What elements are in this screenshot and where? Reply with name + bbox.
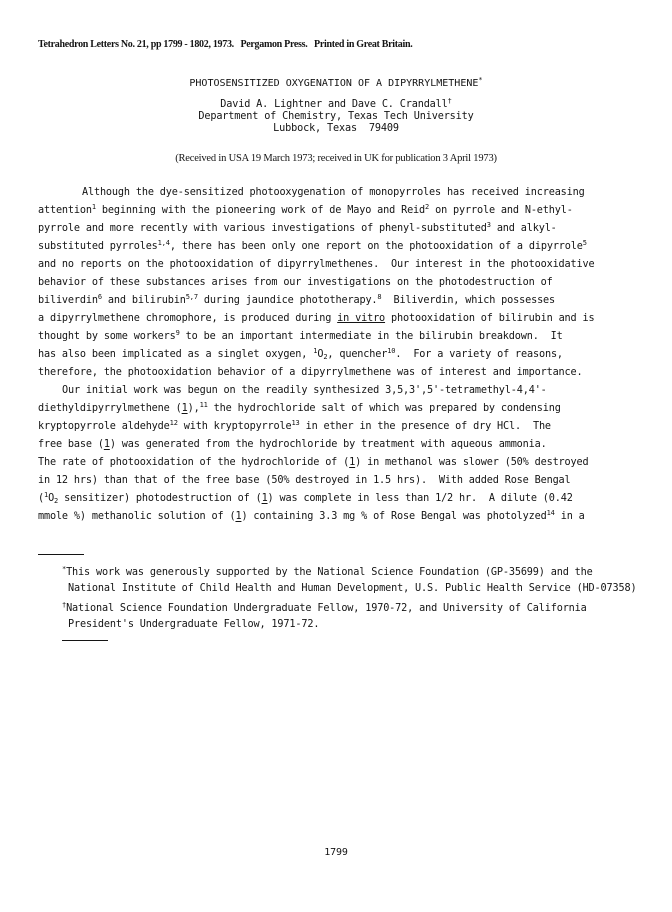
citation: 2	[425, 203, 430, 212]
citation: 14	[546, 509, 555, 518]
body-line-6: behavior of these substances arises from our investigations on the photodestruction of	[38, 277, 553, 288]
running-head: Tetrahedron Letters No. 21, pp 1799 - 1802, 1973. Pergamon Press. Printed in Great Britain.	[38, 39, 413, 50]
citation: 12	[169, 419, 178, 428]
body-line-14: kryptopyrrole aldehyde$^{12}$ with kryptopyrrole$^{13}$ in ether in the presence of dry HCl. The	[38, 419, 551, 432]
body-line-2: attention$^1$ beginning with the pioneering work of de Mayo and Reid$^2$ on pyrrole and N-ethyl-	[38, 203, 573, 216]
body-line-4: substituted pyrroles$^{1,4}$, there has been only one report on the photooxidation of a dipyrrole$^5$	[38, 239, 587, 252]
citation: 6	[97, 293, 102, 302]
body-line-5: and no reports on the photooxidation of dipyrrylmethenes. Our interest in the photooxidative	[38, 259, 595, 270]
footnote-mark: †	[62, 601, 67, 610]
compound-number: 1	[349, 457, 356, 468]
received-date: (Received in USA 19 March 1973; received in UK for publication 3 April 1973)	[175, 153, 497, 164]
compound-number: 1	[261, 493, 268, 504]
body-line-9: thought by some workers$^9$ to be an important intermediate in the bilirubin breakdown. It	[38, 329, 563, 342]
in-vitro-underlined: in vitro	[337, 313, 386, 324]
body-line-15: free base (1) was generated from the hydrochloride by treatment with aqueous ammonia.	[38, 439, 547, 450]
footnote-1-line-1: *This work was generously supported by the National Science Foundation (GP-35699) and the	[62, 565, 593, 578]
citation: 11	[199, 401, 208, 410]
body-line-3: pyrrole and more recently with various investigations of phenyl-substituted$^3$ and alkyl-	[38, 221, 557, 234]
citation: 5,7	[185, 293, 198, 302]
body-line-16: The rate of photooxidation of the hydrochloride of (1) in methanol was slower (50% destroyed	[38, 457, 589, 468]
citation: 1,4	[157, 239, 170, 248]
body-line-13: diethyldipyrrylmethene (1),$^{11}$ the hydrochloride salt of which was prepared by condensing	[38, 401, 561, 414]
body-line-8: a dipyrrylmethene chromophore, is produced during in vitro photooxidation of bilirubin and is	[38, 313, 595, 324]
compound-number: 1	[235, 511, 242, 522]
body-line-17: in 12 hrs) than that of the free base (50% destroyed in 1.5 hrs). With added Rose Bengal	[38, 475, 571, 486]
body-line-10: has also been implicated as a singlet oxygen, $^1O_2$, quencher$^{10}$. For a variety of reasons,	[38, 347, 563, 361]
body-line-11: therefore, the photooxidation behavior of a dipyrrylmethene was of interest and importance.	[38, 367, 583, 378]
footnote-2-line-2: President's Undergraduate Fellow, 1971-72.	[68, 619, 320, 630]
footnote-1-line-2: National Institute of Child Health and Human Development, U.S. Public Health Service (HD-07358)	[68, 583, 637, 594]
affiliation: Department of Chemistry, Texas Tech University	[198, 111, 474, 122]
body-line-7: biliverdin$^6$ and bilirubin$^{5,7}$ during jaundice phototherapy.$^8$ Biliverdin, which possesses	[38, 293, 556, 306]
authors: David A. Lightner and Dave C. Crandall	[220, 99, 448, 110]
page-number: 1799	[324, 847, 348, 858]
address: Lubbock, Texas 79409	[273, 123, 399, 134]
citation: 1	[91, 203, 96, 212]
title-footnote-mark: *	[478, 76, 483, 85]
citation: 5	[582, 239, 587, 248]
compound-number: 1	[103, 439, 110, 450]
footnote-rule	[38, 554, 84, 555]
citation: 9	[175, 329, 180, 338]
citation: 3	[486, 221, 491, 230]
body-line-19: mmole %) methanolic solution of (1) containing 3.3 mg % of Rose Bengal was photolyzed$^{14}$ in a	[38, 509, 585, 522]
body-line-12: Our initial work was begun on the readily synthesized 3,5,3',5'-tetramethyl-4,4'-	[62, 385, 547, 396]
citation: 13	[291, 419, 300, 428]
author-footnote-mark: †	[447, 97, 452, 106]
paper-title-text: PHOTOSENSITIZED OXYGENATION OF A DIPYRRYLMETHENE	[189, 78, 479, 89]
compound-number: 1	[181, 403, 188, 414]
footnote-mark: *	[62, 565, 67, 574]
citation: 10	[387, 347, 396, 356]
footnote-end-rule	[62, 640, 108, 641]
citation: 8	[377, 293, 382, 302]
footnote-2-line-1: †National Science Foundation Undergraduate Fellow, 1970-72, and University of California	[62, 601, 587, 614]
body-line-18: ($^1O_2$ sensitizer) photodestruction of (1) was complete in less than 1/2 hr. A dilute (0.42	[38, 491, 573, 505]
body-line-1: Although the dye-sensitized photooxygenation of monopyrroles has received increasing	[82, 187, 585, 198]
paper-title	[0, 77, 672, 90]
